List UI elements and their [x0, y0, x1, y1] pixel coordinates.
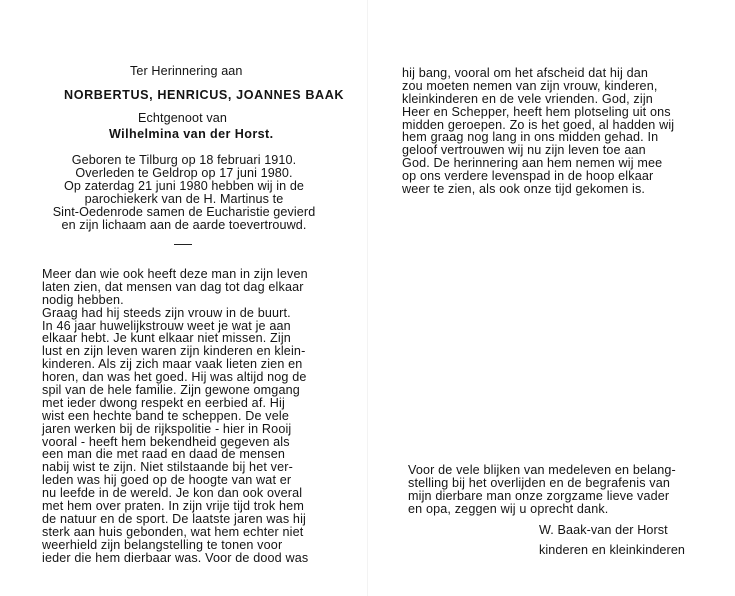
tribute-text	[42, 268, 308, 564]
tribute-line: Graag had hij steeds zijn vrouw in de buurt.	[42, 305, 291, 320]
tribute-continuation	[402, 67, 674, 196]
tribute-line: kinderen. Als zij zich maar vaak lieten zien en	[42, 357, 303, 372]
thanks-line: Voor de vele blijken van medeleven en belang-	[408, 463, 676, 477]
tribute-line: hem graag nog lang in ons midden gehad. In	[402, 130, 659, 145]
tribute-line: weerhield zijn belangstelling te tonen voor	[42, 537, 283, 552]
tribute-line: weer te zien, als ook onze tijd gekomen is.	[402, 182, 646, 197]
tribute-line: leden was hij goed op de hoogte van wat er	[42, 473, 292, 488]
tribute-line: midden geroepen. Zo is het goed, al hadden wij	[402, 117, 675, 132]
tribute-line: vooral - heeft hem bekendheid gegeven als	[42, 434, 290, 449]
signature-family: kinderen en kleinkinderen	[539, 543, 686, 557]
spouse-label: Echtgenoot van	[138, 111, 227, 125]
tribute-line: zou moeten nemen van zijn vrouw, kinderen,	[402, 78, 658, 93]
tribute-line: hij bang, vooral om het afscheid dat hij dan	[402, 66, 649, 80]
tribute-line: met hem over praten. In zijn vrije tijd trok hem	[42, 499, 304, 514]
thanks-line: mijn dierbare man onze zorgzame lieve vader	[408, 488, 670, 503]
tribute-line: met ieder dwong respekt en eerbied af. Hij	[42, 395, 285, 410]
death-line: Overleden te Geldrop op 17 juni 1980.	[75, 166, 293, 180]
thanks-line: stelling bij het overlijden en de begrafenis van	[408, 475, 671, 490]
tribute-line: een man die met raad en daad de mensen	[42, 447, 286, 462]
tribute-line: In 46 jaar huwelijkstrouw weet je wat je aan	[42, 318, 291, 333]
tribute-line: Heer en Schepper, heeft hem plotseling uit ons	[402, 104, 671, 119]
tribute-line: lust en zijn leven waren zijn kinderen en klein-	[42, 344, 306, 359]
service-line-2: parochiekerk van de H. Martinus te	[84, 192, 284, 206]
tribute-line: God. De herinnering aan hem nemen wij mee	[402, 156, 663, 171]
tribute-line: nabij wist te zijn. Niet stilstaande bij het ver-	[42, 460, 293, 475]
tribute-line: op ons verdere levenspad in de hoop elkaar	[402, 169, 654, 184]
tribute-line: horen, dan was het goed. Hij was altijd nog de	[42, 370, 307, 385]
spouse-name: Wilhelmina van der Horst.	[109, 127, 274, 141]
tribute-line: de natuur en de sport. De laatste jaren was hij	[42, 511, 306, 526]
deceased-name: NORBERTUS, HENRICUS, JOANNES BAAK	[64, 88, 345, 102]
memorial-heading: Ter Herinnering aan	[130, 64, 243, 78]
tribute-line: jaren werken bij de rijkspolitie - hier in Rooij	[42, 421, 292, 436]
tribute-line: laten zien, dat mensen van dag tot dag elkaar	[42, 279, 304, 294]
tribute-line: nodig hebben.	[42, 292, 124, 307]
thanks-line: en opa, zeggen wij u oprecht dank.	[408, 501, 609, 516]
service-line-4: en zijn lichaam aan de aarde toevertrouwd.	[61, 218, 307, 232]
tribute-line: sterk aan huis gebonden, wat hem echter niet	[42, 524, 304, 539]
thanks-text	[408, 464, 676, 516]
tribute-line: geloof vertrouwen wij nu zijn leven toe aan	[402, 143, 646, 158]
service-line-1: Op zaterdag 21 juni 1980 hebben wij in de	[63, 179, 305, 193]
tribute-line: elkaar hebt. Je kunt elkaar niet missen. Zijn	[42, 331, 291, 346]
right-page	[368, 0, 735, 596]
tribute-line: ieder die hem dierbaar was. Voor de dood was	[42, 550, 309, 565]
tribute-line: Meer dan wie ook heeft deze man in zijn leven	[42, 267, 308, 281]
tribute-line: nu leefde in de wereld. Je kon dan ook overal	[42, 486, 303, 501]
section-divider	[174, 244, 192, 245]
signature-name: W. Baak-van der Horst	[539, 523, 668, 537]
service-line-3: Sint-Oedenrode samen de Eucharistie gevierd	[52, 205, 316, 219]
tribute-line: spil van de hele familie. Zijn gewone omgang	[42, 383, 300, 398]
tribute-line: wist een hechte band te scheppen. De vele	[42, 408, 289, 423]
tribute-line: kleinkinderen en de vele vrienden. God, zijn	[402, 91, 653, 106]
birth-line: Geboren te Tilburg op 18 februari 1910.	[71, 153, 297, 167]
